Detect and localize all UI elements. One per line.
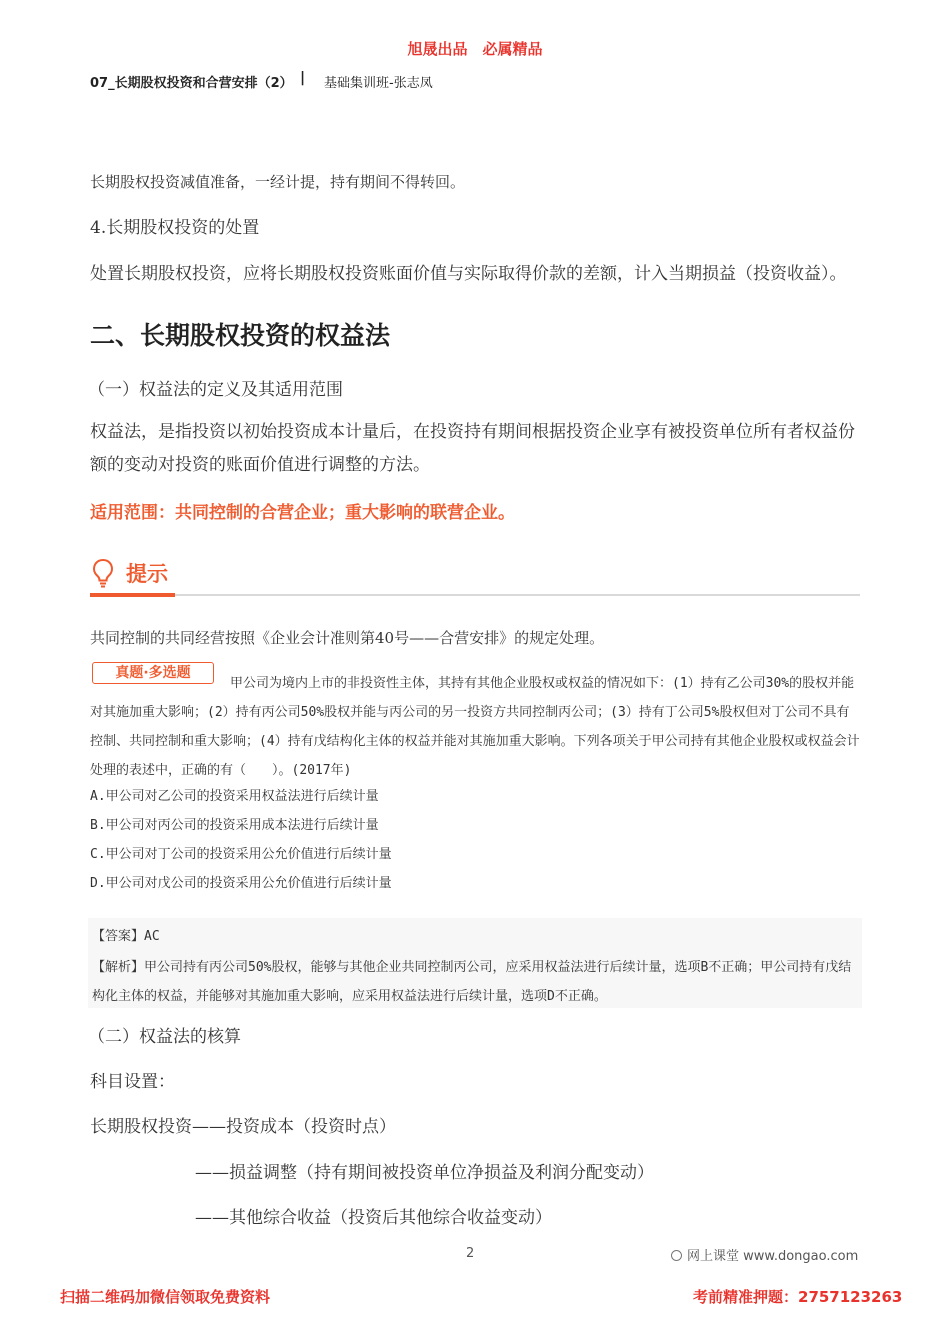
option-c: C.甲公司对丁公司的投资采用公允价值进行后续计量 xyxy=(90,847,392,862)
header-separator: | xyxy=(300,70,306,86)
footer-site-text: 网上课堂 www.dongao.com xyxy=(687,1249,859,1264)
lightbulb-icon xyxy=(92,558,114,588)
dongao-logo-icon xyxy=(671,1250,682,1261)
option-d: D.甲公司对戊公司的投资采用公允价值进行后续计量 xyxy=(90,876,392,891)
subheading-accounting: （二）权益法的核算 xyxy=(88,1027,241,1047)
bottom-promo-left: 扫描二维码加微信领取免费资料 xyxy=(60,1288,271,1306)
disposal-paragraph: 处置长期股权投资，应将长期股权投资账面价值与实际取得价款的差额，计入当期损益（投资收益）。 xyxy=(90,264,847,284)
top-banner: 旭晟出品 必属精品 xyxy=(407,40,543,58)
account-other-comprehensive-income: ——其他综合收益（投资后其他综合收益变动） xyxy=(195,1208,552,1228)
tip-text: 共同控制的共同经营按照《企业会计准则第40号——合营安排》的规定处理。 xyxy=(90,629,605,647)
question-stem: 甲公司为境内上市的非投资性主体，其持有其他企业股权或权益的情况如下：(1）持有乙公司30%的股权并能对其施加重大影响；(2）持有丙公司50%股权并能与丙公司的另一投资方共同控制丙公司；(3）持有丁公司5%股权但对丁公司不具有控制、共同控制和重大影响；(4）持有戊结构化主体的权益并能对其施加重大影响。下列各项关于甲公司持有其他企业股权或权益会计处理的表述中，正确的有（ ）。(2017年) xyxy=(90,676,860,778)
subject-setup-label: 科目设置： xyxy=(90,1072,175,1092)
tip-divider xyxy=(90,594,860,596)
tip-divider-accent xyxy=(90,593,175,597)
option-b: B.甲公司对丙公司的投资采用成本法进行后续计量 xyxy=(90,818,379,833)
answer-line: 【答案】AC xyxy=(92,929,160,944)
disposal-heading: 4.长期股权投资的处置 xyxy=(90,218,260,238)
account-profit-loss-adjustment: ——损益调整（持有期间被投资单位净损益及利润分配变动） xyxy=(195,1163,654,1183)
page-number: 2 xyxy=(466,1246,475,1261)
definition-paragraph: 权益法，是指投资以初始投资成本计量后，在投资持有期间根据投资企业享有被投资单位所有者权益份额的变动对投资的账面价值进行调整的方法。 xyxy=(90,422,855,475)
header-course-title: 07_长期股权投资和合营安排（2） xyxy=(90,76,293,91)
scope-line: 适用范围：共同控制的合营企业；重大影响的联营企业。 xyxy=(90,503,515,523)
bottom-promo-right: 考前精准押题：2757123263 xyxy=(693,1288,903,1306)
subheading-definition: （一）权益法的定义及其适用范围 xyxy=(88,380,343,400)
impairment-line: 长期股权投资减值准备，一经计提，持有期间不得转回。 xyxy=(90,173,466,191)
analysis-text: 【解析】甲公司持有丙公司50%股权，能够与其他企业共同控制丙公司，应采用权益法进行后续计量，选项B不正确；甲公司持有戊结构化主体的权益，并能够对其施加重大影响，应采用权益法进行后续计量，选项D不正确。 xyxy=(92,960,852,1004)
section-heading: 二、长期股权投资的权益法 xyxy=(90,321,391,350)
option-a: A.甲公司对乙公司的投资采用权益法进行后续计量 xyxy=(90,789,379,804)
tip-title: 提示 xyxy=(126,562,168,586)
question-type-badge: 真题·多选题 xyxy=(92,662,214,684)
header-class-name: 基础集训班-张志凤 xyxy=(324,76,433,91)
footer-site xyxy=(671,1245,858,1264)
account-investment-cost: 长期股权投资——投资成本（投资时点） xyxy=(90,1117,396,1137)
